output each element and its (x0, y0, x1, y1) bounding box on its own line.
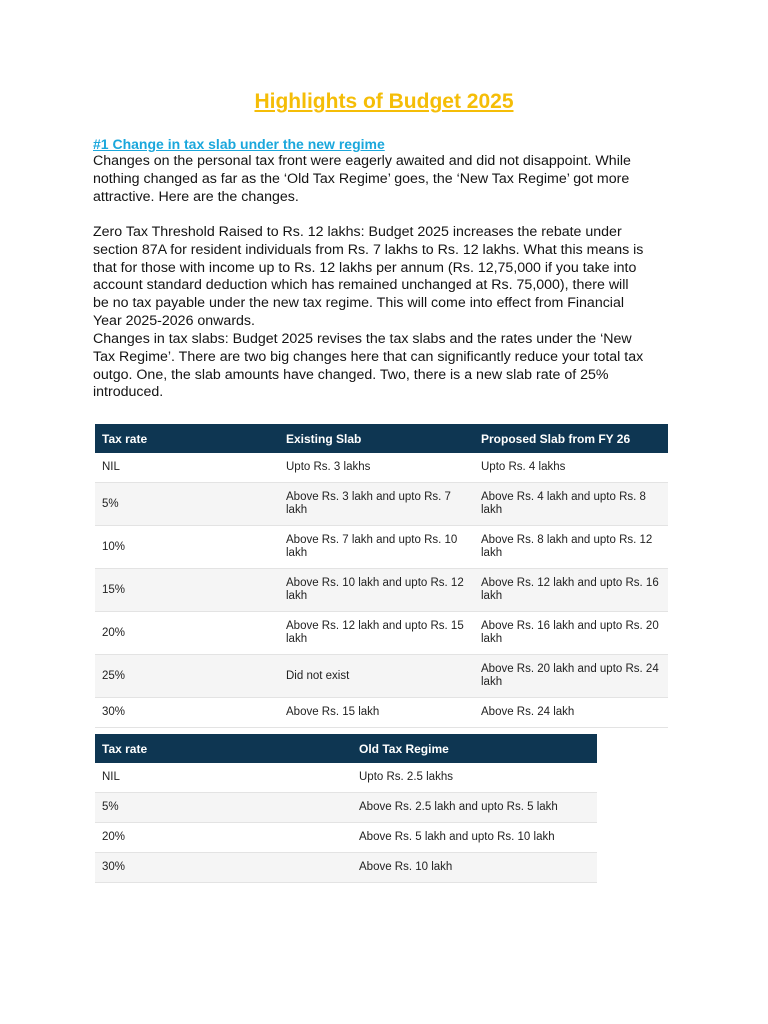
proposed-slab-cell: Above Rs. 4 lakh and upto Rs. 8 lakh (474, 483, 668, 526)
tax-rate-cell: 5% (95, 793, 352, 823)
old-slab-cell: Above Rs. 5 lakh and upto Rs. 10 lakh (352, 823, 597, 853)
section-heading[interactable]: #1 Change in tax slab under the new regime (93, 136, 385, 152)
table-row (95, 453, 668, 483)
proposed-slab-cell: Above Rs. 16 lakh and upto Rs. 20 lakh (474, 612, 668, 655)
table-row (95, 823, 597, 853)
proposed-slab-cell: Above Rs. 8 lakh and upto Rs. 12 lakh (474, 526, 668, 569)
paragraph-line: section 87A for resident individuals from Rs. 7 lakhs to Rs. 12 lakhs. What this means is (93, 241, 644, 258)
proposed-slab-cell: Upto Rs. 4 lakhs (474, 453, 668, 483)
table-row (95, 569, 668, 612)
existing-slab-cell: Above Rs. 15 lakh (279, 698, 474, 728)
table-row (95, 655, 668, 698)
existing-slab-cell: Did not exist (279, 655, 474, 698)
proposed-slab-cell: Above Rs. 24 lakh (474, 698, 668, 728)
old-regime-slab-table (95, 734, 597, 883)
proposed-slab-cell: Above Rs. 12 lakh and upto Rs. 16 lakh (474, 569, 668, 612)
old-slab-cell: Above Rs. 10 lakh (352, 853, 597, 883)
existing-slab-cell: Above Rs. 12 lakh and upto Rs. 15 lakh (279, 612, 474, 655)
existing-slab-cell: Above Rs. 10 lakh and upto Rs. 12 lakh (279, 569, 474, 612)
paragraph-line: Zero Tax Threshold Raised to Rs. 12 lakhs: Budget 2025 increases the rebate under (93, 224, 622, 240)
table-row (95, 526, 668, 569)
paragraph-line: Changes in tax slabs: Budget 2025 revises the tax slabs and the rates under the ‘New (93, 331, 632, 347)
intro-paragraph (93, 153, 683, 206)
page-title: Highlights of Budget 2025 (254, 90, 514, 113)
column-header-existing-slab: Existing Slab (279, 424, 474, 453)
table-header-row (95, 734, 597, 763)
paragraph-line: Tax Regime’. There are two big changes here that can significantly reduce your total tax (93, 348, 644, 365)
paragraph-line: be no tax payable under the new tax regime. This will come into effect from Financial (93, 295, 624, 312)
tax-rate-cell: 5% (95, 483, 279, 526)
tax-rate-cell: NIL (95, 763, 352, 793)
paragraph-line: introduced. (93, 384, 164, 401)
table-row (95, 483, 668, 526)
old-slab-cell: Upto Rs. 2.5 lakhs (352, 763, 597, 793)
tax-rate-cell: 20% (95, 612, 279, 655)
existing-slab-cell: Upto Rs. 3 lakhs (279, 453, 474, 483)
table-row (95, 698, 668, 728)
existing-slab-cell: Above Rs. 3 lakh and upto Rs. 7 lakh (279, 483, 474, 526)
table-header-row (95, 424, 668, 453)
old-slab-cell: Above Rs. 2.5 lakh and upto Rs. 5 lakh (352, 793, 597, 823)
paragraph-line: Changes on the personal tax front were eagerly awaited and did not disappoint. While (93, 153, 631, 169)
paragraph-line: outgo. One, the slab amounts have changed. Two, there is a new slab rate of 25% (93, 366, 609, 383)
tax-rate-cell: 25% (95, 655, 279, 698)
tax-rate-cell: 20% (95, 823, 352, 853)
table-row (95, 763, 597, 793)
table-row (95, 853, 597, 883)
proposed-slab-cell: Above Rs. 20 lakh and upto Rs. 24 lakh (474, 655, 668, 698)
table-row (95, 612, 668, 655)
column-header-proposed-slab: Proposed Slab from FY 26 (474, 424, 668, 453)
column-header-tax-rate: Tax rate (95, 734, 352, 763)
tax-rate-cell: 15% (95, 569, 279, 612)
existing-slab-cell: Above Rs. 7 lakh and upto Rs. 10 lakh (279, 526, 474, 569)
column-header-old-tax-regime: Old Tax Regime (352, 734, 597, 763)
new-regime-slab-table (95, 424, 668, 728)
paragraph-line: that for those with income up to Rs. 12 lakhs per annum (Rs. 12,75,000 if you take into (93, 259, 637, 276)
paragraph-line: account standard deduction which has remained unchanged at Rs. 75,000), there will (93, 277, 629, 294)
tax-rate-cell: 10% (95, 526, 279, 569)
paragraph-line: Year 2025-2026 onwards. (93, 312, 255, 329)
tax-rate-cell: 30% (95, 698, 279, 728)
tax-rate-cell: NIL (95, 453, 279, 483)
paragraph-line: nothing changed as far as the ‘Old Tax Regime’ goes, the ‘New Tax Regime’ got more (93, 170, 630, 187)
paragraph-line: attractive. Here are the changes. (93, 188, 299, 205)
tax-slabs-paragraph (93, 331, 683, 402)
tax-rate-cell: 30% (95, 853, 352, 883)
column-header-tax-rate: Tax rate (95, 424, 279, 453)
table-row (95, 793, 597, 823)
zero-tax-paragraph (93, 224, 683, 331)
